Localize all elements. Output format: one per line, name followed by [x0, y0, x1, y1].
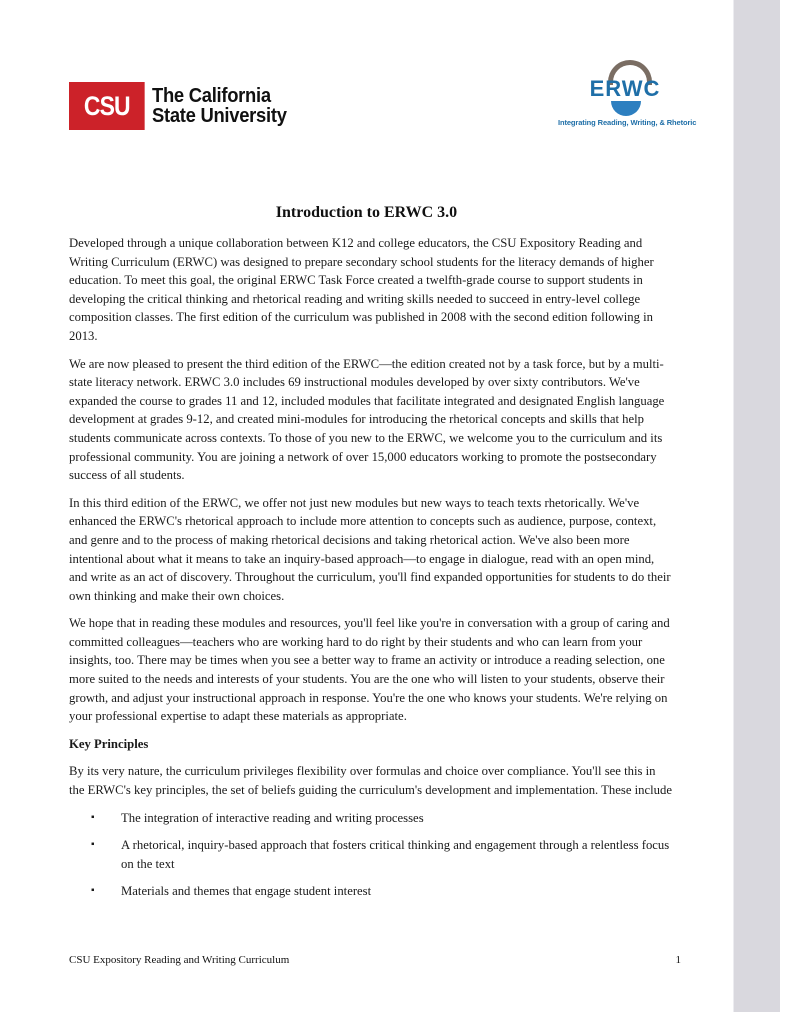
footer-title: CSU Expository Reading and Writing Curriculum	[69, 954, 290, 966]
bullet-icon: ▪	[91, 885, 95, 897]
paragraph: We hope that in reading these modules and resources, you'll feel like you're in conversation with a group of caring and committed colleagues—teachers who are working hard to do right by their students and who can learn from your insights, too. There may be times when you see a better way to frame an activity or introduce a reading selection, one more suited to the needs and interests of your students. You are the one who will listen to your students, observe their growth, and adjust your instructional approach in response. You're the one who knows your students. We're relying on your professional expertise to adapt these materials as appropriate.	[69, 616, 670, 724]
csu-logo-name	[152, 86, 287, 126]
csu-logo-line2: State University	[152, 105, 287, 127]
principles-list	[69, 809, 674, 901]
paragraph: Developed through a unique collaboration between K12 and college educators, the CSU Expository Reading and Writing Curriculum (ERWC) was designed to prepare secondary school students for the literacy demands of higher education. To meet this goal, the original ERWC Task Force created a twelfth-grade course to support students in developing the critical thinking and rhetorical reading and writing skills needed to succeed in entry-level college composition classes. The first edition of the curriculum was published in 2008 with the second edition following in 2013.	[69, 236, 654, 343]
erwc-wordmark: ERWC	[589, 76, 661, 101]
page-footer	[69, 954, 681, 966]
paragraph: We are now pleased to present the third edition of the ERWC—the edition created not by a task force, but by a multi-state literacy network. ERWC 3.0 includes 69 instructional modules developed by over sixty contributors. We've expanded the course to grades 11 and 12, included modules that facilitate integrated and designated English language development at grades 9-12, and created mini-modules for introducing the rhetorical concepts and skills that help students communicate across contexts. To those of you new to the ERWC, we welcome you to the curriculum and its professional community. You are joining a network of over 15,000 educators working to promote the postsecondary success of all students.	[69, 356, 665, 483]
erwc-tagline: Integrating Reading, Writing, & Rhetoric	[558, 118, 697, 127]
section-heading: Key Principles	[69, 736, 149, 751]
page-number: 1	[675, 954, 681, 966]
paragraph: In this third edition of the ERWC, we offer not just new modules but new ways to teach texts rhetorically. We've enhanced the ERWC's rhetorical approach to include more attention to concepts such as audience, purpose, context, and genre and to the process of making rhetorical decisions and taking rhetorical action. We've also been more intentional about what it means to take an inquiry-based approach—to engage in dialogue, read with an open mind, and write as an act of discovery. Throughout the curriculum, you'll find expanded opportunities for students to do their own thinking and make their own choices.	[69, 495, 671, 603]
document-body	[69, 234, 674, 910]
list-item-text: A rhetorical, inquiry-based approach that fosters critical thinking and engagement through a relentless focus on the text	[121, 838, 670, 871]
page-title: Introduction to ERWC 3.0	[275, 204, 458, 221]
list-item	[69, 882, 674, 901]
bullet-icon: ▪	[91, 811, 95, 823]
bullet-icon: ▪	[91, 839, 95, 851]
erwc-logo	[558, 56, 697, 132]
list-item-text: Materials and themes that engage student interest	[121, 884, 372, 899]
list-item	[69, 836, 674, 873]
list-item-text: The integration of interactive reading and writing processes	[121, 810, 424, 825]
erwc-hand-icon	[611, 101, 641, 116]
csu-logo-mark: CSU	[69, 82, 145, 130]
csu-logo	[69, 82, 298, 130]
csu-logo-line1: The California	[152, 85, 271, 107]
section-intro: By its very nature, the curriculum privileges flexibility over formulas and choice over compliance. You'll see this in the ERWC's key principles, the set of beliefs guiding the curriculum's development and implementation. These include	[69, 764, 672, 798]
list-item	[69, 809, 674, 828]
vertical-scrollbar[interactable]	[733, 0, 780, 1012]
